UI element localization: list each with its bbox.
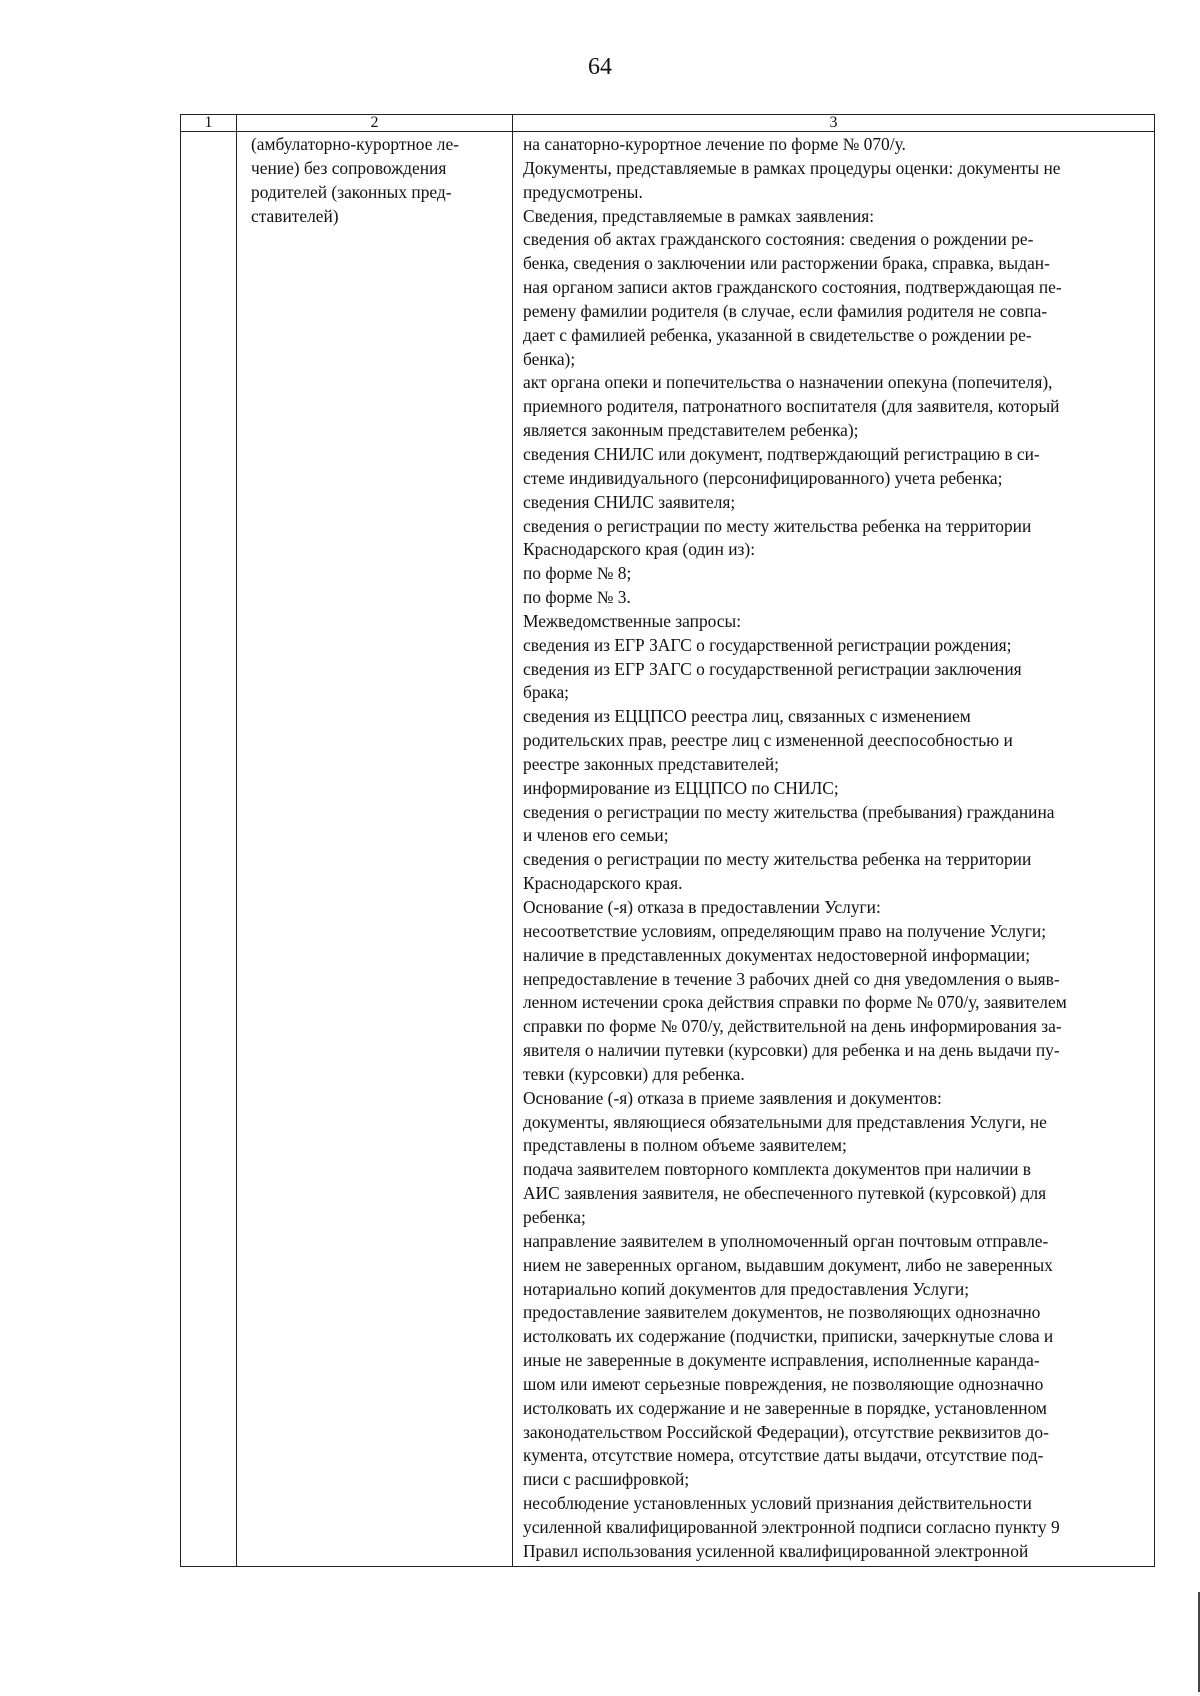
requirements-line: бенка, сведения о заключении или расторжении брака, справка, выдан- [523,253,1050,274]
requirements-line: Основание (-я) отказа в приеме заявления и документов: [523,1087,942,1108]
requirements-line: ная органом записи актов гражданского состояния, подтверждающая пе- [523,277,1062,298]
requirements-line: тевки (курсовки) для ребенка. [523,1063,745,1084]
requirements-line: нием не заверенных органом, выдавшим документ, либо не заверенных [523,1254,1053,1275]
requirements-line: нотариально копий документов для предоставления Услуги; [523,1278,970,1299]
requirements-line: дает с фамилией ребенка, указанной в свидетельстве о рождении ре- [523,324,1032,345]
requirements-line: сведения СНИЛС заявителя; [523,491,736,512]
requirements-line: информирование из ЕЦЦПСО по СНИЛС; [523,777,839,798]
service-description-line: чение) без сопровождения [251,157,447,178]
cell-requirements [513,132,1155,1567]
requirements-line: направление заявителем в уполномоченный орган почтовым отправле- [523,1230,1049,1251]
requirements-line: ремену фамилии родителя (в случае, если фамилия родителя не совпа- [523,300,1048,321]
requirements-line: по форме № 8; [523,563,632,584]
page-number: 64 [588,54,612,80]
requirements-line: Документы, представляемые в рамках процедуры оценки: документы не [523,157,1061,178]
requirements-line: представлены в полном объеме заявителем; [523,1135,847,1156]
requirements-line: Правил использования усиленной квалифицированной электронной [523,1540,1029,1561]
requirements-line: сведения о регистрации по месту жительства (пребывания) гражданина [523,801,1055,822]
requirements-line: сведения СНИЛС или документ, подтверждающий регистрацию в си- [523,443,1040,464]
table-header-row [181,115,1155,132]
requirements-line: является законным представителем ребенка); [523,420,859,441]
requirements-line: Краснодарского края. [523,873,683,894]
service-description-line: (амбулаторно-курортное ле- [251,134,459,154]
requirements-line: несоблюдение установленных условий признания действительности [523,1493,1032,1514]
service-description-line: ставителей) [251,205,339,226]
requirements-line: непредоставление в течение 3 рабочих дней со дня уведомления о выяв- [523,968,1060,989]
requirements-line: несоответствие условиям, определяющим право на получение Услуги; [523,920,1047,941]
requirements-line: сведения из ЕГР ЗАГС о государственной регистрации заключения [523,658,1022,679]
requirements-line: сведения о регистрации по месту жительства ребенка на территории [523,515,1032,536]
requirements-line: истолковать их содержание и не заверенные в порядке, установленном [523,1397,1047,1418]
requirements-line: явителя о наличии путевки (курсовки) для ребенка и на день выдачи пу- [523,1040,1060,1061]
cell-service-description [237,132,513,1567]
requirements-line: предоставление заявителем документов, не позволяющих однозначно [523,1302,1041,1323]
requirements-line: писи с расшифровкой; [523,1469,690,1490]
table-row [181,132,1155,1567]
requirements-text [513,132,1154,1566]
requirements-line: брака; [523,682,569,703]
requirements-line: Сведения, представляемые в рамках заявления: [523,205,875,226]
requirements-line: и членов его семьи; [523,825,669,846]
requirements-line: стеме индивидуального (персонифицированного) учета ребенка; [523,467,1003,488]
requirements-line: сведения из ЕГР ЗАГС о государственной регистрации рождения; [523,634,1012,655]
requirements-line: законодательством Российской Федерации), отсутствие реквизитов до- [523,1421,1049,1442]
requirements-line: бенка); [523,348,576,369]
requirements-line: шом или имеют серьезные повреждения, не позволяющие однозначно [523,1373,1044,1394]
requirements-line: сведения из ЕЦЦПСО реестра лиц, связанных с изменением [523,706,971,727]
service-description-text [237,132,512,228]
requirements-line: предусмотрены. [523,181,643,202]
document-table [180,114,1155,1567]
requirements-line: наличие в представленных документах недостоверной информации; [523,944,1031,965]
requirements-line: приемного родителя, патронатного воспитателя (для заявителя, который [523,396,1060,417]
requirements-line: сведения о регистрации по месту жительства ребенка на территории [523,849,1032,870]
requirements-line: кумента, отсутствие номера, отсутствие даты выдачи, отсутствие под- [523,1445,1044,1466]
requirements-line: документы, являющиеся обязательными для представления Услуги, не [523,1111,1047,1132]
service-description-line: родителей (законных пред- [251,181,452,202]
column-header-3: 3 [513,115,1155,132]
requirements-line: иные не заверенные в документе исправления, исполненные каранда- [523,1350,1040,1371]
requirements-line: Основание (-я) отказа в предоставлении Услуги: [523,897,881,917]
cell-number [181,132,237,1567]
requirements-line: по форме № 3. [523,587,631,608]
requirements-line: ребенка; [523,1206,586,1227]
requirements-line: родительских прав, реестре лиц с измененной дееспособностью и [523,730,1013,751]
requirements-line: реестре законных представителей; [523,753,780,774]
requirements-line: справки по форме № 070/у, действительной на день информирования за- [523,1016,1062,1037]
requirements-line: истолковать их содержание (подчистки, приписки, зачеркнутые слова и [523,1326,1054,1347]
requirements-line: усиленной квалифицированной электронной подписи согласно пункту 9 [523,1516,1060,1537]
requirements-line: АИС заявления заявителя, не обеспеченного путевкой (курсовкой) для [523,1183,1047,1204]
requirements-line: Межведомственные запросы: [523,610,742,631]
requirements-line: акт органа опеки и попечительства о назначении опекуна (попечителя), [523,372,1053,393]
requirements-line: подача заявителем повторного комплекта документов при наличии в [523,1159,1031,1180]
column-header-2: 2 [237,115,513,132]
column-header-1: 1 [181,115,237,132]
requirements-line: ленном истечении срока действия справки по форме № 070/у, заявителем [523,992,1067,1013]
requirements-line: Краснодарского края (один из): [523,539,756,560]
requirements-line: на санаторно-курортное лечение по форме № 070/у. [523,134,906,154]
requirements-line: сведения об актах гражданского состояния: сведения о рождении ре- [523,229,1034,250]
